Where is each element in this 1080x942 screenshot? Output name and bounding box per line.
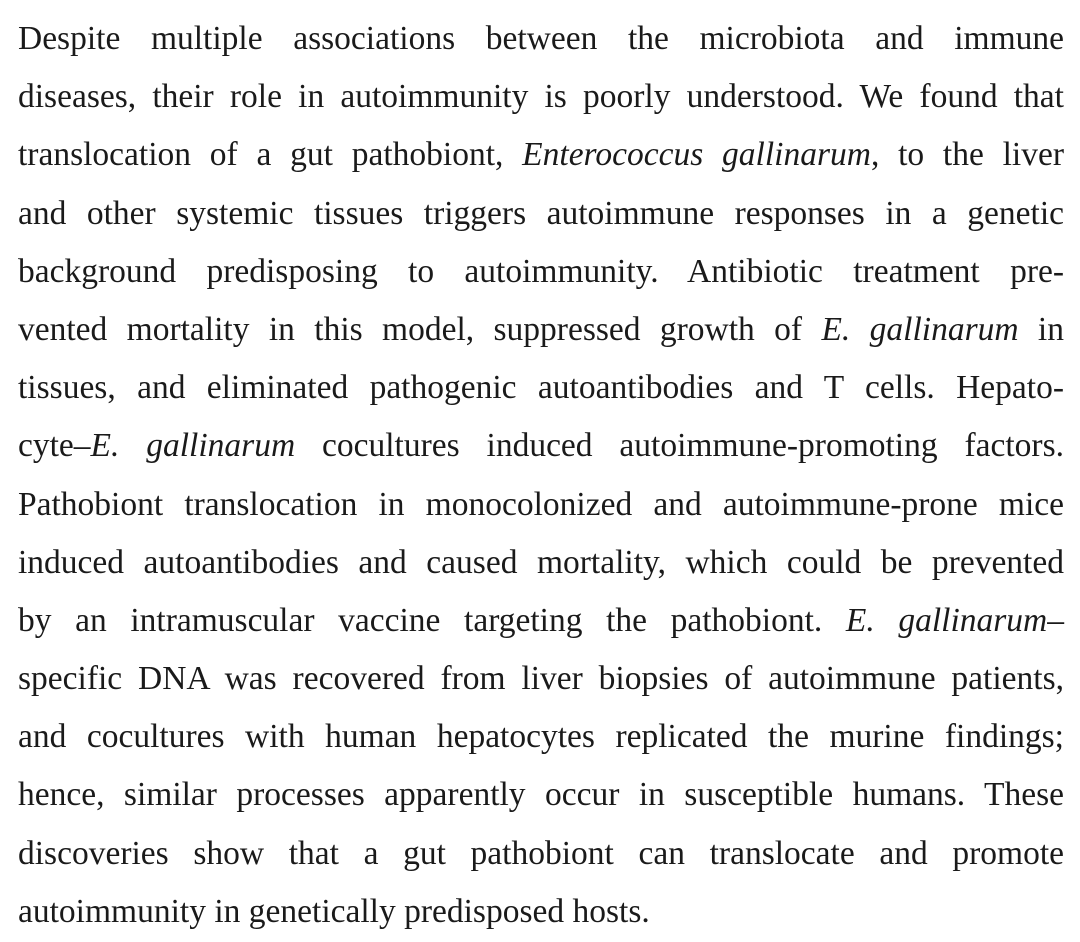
text-run: , to the liver xyxy=(870,136,1065,174)
text-run: cocultures induced autoimmune-promoting factors. xyxy=(295,427,1064,465)
italic-species-name: E. gallinarum xyxy=(90,427,296,465)
abstract-line xyxy=(18,534,1064,592)
abstract-line xyxy=(18,766,1064,824)
italic-species-name: E. gallinarum xyxy=(845,601,1048,639)
text-run: and cocultures with human hepatocytes replicated the murine findings; xyxy=(18,718,1064,756)
text-run: in xyxy=(1018,310,1064,348)
text-run: – xyxy=(1047,601,1065,639)
text-run: tissues, and eliminated pathogenic autoantibodies and T cells. Hepato- xyxy=(18,369,1064,407)
text-run: diseases, their role in autoimmunity is poorly understood. We found that xyxy=(18,78,1064,116)
text-run: by an intramuscular vaccine targeting the pathobiont. xyxy=(18,601,846,639)
abstract-line xyxy=(18,301,1064,359)
text-run: cyte– xyxy=(18,427,91,465)
abstract-line xyxy=(18,476,1064,534)
abstract-line xyxy=(18,185,1064,243)
abstract-line xyxy=(18,592,1064,650)
abstract-paragraph xyxy=(18,10,1064,941)
italic-species-name: Enterococcus gallinarum xyxy=(522,136,871,174)
text-run: background predisposing to autoimmunity. Antibiotic treatment pre- xyxy=(18,252,1064,290)
abstract-line xyxy=(18,417,1064,475)
text-run: hence, similar processes apparently occur in susceptible humans. These xyxy=(18,776,1064,814)
abstract-line xyxy=(18,359,1064,417)
abstract-line xyxy=(18,650,1064,708)
abstract-line xyxy=(18,243,1064,301)
text-run: translocation of a gut pathobiont, xyxy=(18,136,523,174)
text-run: induced autoantibodies and caused mortality, which could be prevented xyxy=(18,543,1064,581)
text-run: Pathobiont translocation in monocolonized and autoimmune-prone mice xyxy=(18,485,1064,523)
text-run: autoimmunity in genetically predisposed hosts. xyxy=(18,892,650,930)
abstract-line xyxy=(18,883,1064,941)
text-run: Despite multiple associations between the microbiota and immune xyxy=(18,20,1064,57)
text-run: discoveries show that a gut pathobiont can translocate and promote xyxy=(18,834,1064,872)
abstract-line xyxy=(18,10,1064,68)
abstract-line xyxy=(18,126,1064,184)
abstract-line xyxy=(18,825,1064,883)
text-run: and other systemic tissues triggers autoimmune responses in a genetic xyxy=(18,194,1064,232)
italic-species-name: E. gallinarum xyxy=(821,310,1019,348)
text-run: vented mortality in this model, suppressed growth of xyxy=(18,310,822,348)
text-run: specific DNA was recovered from liver biopsies of autoimmune patients, xyxy=(18,660,1064,698)
abstract-line xyxy=(18,68,1064,126)
abstract-line xyxy=(18,708,1064,766)
